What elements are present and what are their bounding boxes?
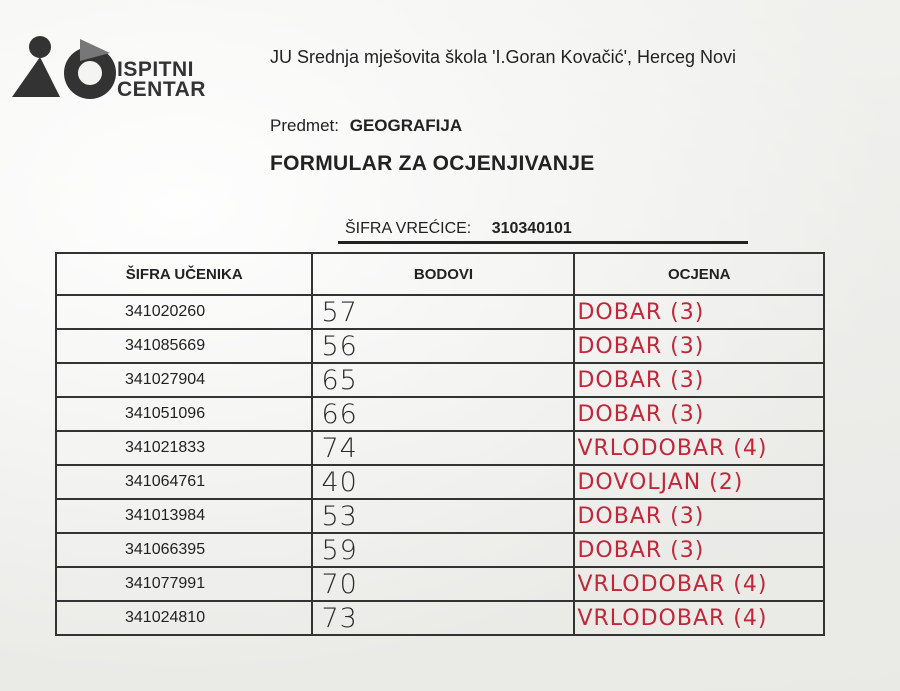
student-code-cell: 341027904 bbox=[56, 363, 312, 397]
table-row bbox=[56, 329, 824, 363]
student-code-cell: 341064761 bbox=[56, 465, 312, 499]
points-cell: 56 bbox=[312, 329, 574, 363]
points-cell: 74 bbox=[312, 431, 574, 465]
table-row bbox=[56, 397, 824, 431]
student-code-cell: 341020260 bbox=[56, 295, 312, 329]
points-cell: 59 bbox=[312, 533, 574, 567]
student-code-cell: 341077991 bbox=[56, 567, 312, 601]
points-cell: 40 bbox=[312, 465, 574, 499]
bag-code-underline bbox=[338, 241, 748, 244]
grade-cell: VRLODOBAR (4) bbox=[574, 567, 824, 601]
student-code-cell: 341066395 bbox=[56, 533, 312, 567]
table-row bbox=[56, 499, 824, 533]
bag-code-label: ŠIFRA VREĆICE: bbox=[345, 220, 472, 237]
column-header-grade: OCJENA bbox=[574, 253, 824, 295]
table-row bbox=[56, 363, 824, 397]
grade-cell: DOVOLJAN (2) bbox=[574, 465, 824, 499]
bag-code-value: 310340101 bbox=[491, 220, 572, 237]
points-cell: 53 bbox=[312, 499, 574, 533]
grade-cell: DOBAR (3) bbox=[574, 397, 824, 431]
logo-line2: CENTAR bbox=[117, 78, 206, 101]
table-row bbox=[56, 567, 824, 601]
subject-value: GEOGRAFIJA bbox=[349, 116, 463, 135]
grade-cell: DOBAR (3) bbox=[574, 499, 824, 533]
table-row bbox=[56, 431, 824, 465]
subject-row bbox=[270, 116, 462, 136]
grade-cell: DOBAR (3) bbox=[574, 533, 824, 567]
table-row bbox=[56, 601, 824, 635]
grade-cell: DOBAR (3) bbox=[574, 329, 824, 363]
logo-line1: ISPITNI bbox=[117, 58, 195, 81]
table-row bbox=[56, 533, 824, 567]
subject-label: Predmet: bbox=[270, 116, 339, 135]
bag-code-row bbox=[345, 220, 572, 238]
logo-text bbox=[117, 60, 206, 100]
grade-cell: DOBAR (3) bbox=[574, 295, 824, 329]
student-code-cell: 341024810 bbox=[56, 601, 312, 635]
student-code-cell: 341021833 bbox=[56, 431, 312, 465]
points-cell: 66 bbox=[312, 397, 574, 431]
grade-cell: DOBAR (3) bbox=[574, 363, 824, 397]
school-name: JU Srednja mješovita škola 'I.Goran Kovačić', Herceg Novi bbox=[270, 47, 737, 67]
student-code-cell: 341051096 bbox=[56, 397, 312, 431]
points-cell: 70 bbox=[312, 567, 574, 601]
grade-cell: VRLODOBAR (4) bbox=[574, 431, 824, 465]
points-cell: 57 bbox=[312, 295, 574, 329]
column-header-student-code: ŠIFRA UČENIKA bbox=[56, 253, 312, 295]
table-header-row bbox=[56, 253, 824, 295]
grade-cell: VRLODOBAR (4) bbox=[574, 601, 824, 635]
points-cell: 65 bbox=[312, 363, 574, 397]
table-row bbox=[56, 465, 824, 499]
column-header-points: BODOVI bbox=[312, 253, 574, 295]
student-code-cell: 341085669 bbox=[56, 329, 312, 363]
points-cell: 73 bbox=[312, 601, 574, 635]
student-code-cell: 341013984 bbox=[56, 499, 312, 533]
grades-table bbox=[55, 252, 825, 636]
table-row bbox=[56, 295, 824, 329]
form-title: FORMULAR ZA OCJENJIVANJE bbox=[270, 152, 595, 175]
